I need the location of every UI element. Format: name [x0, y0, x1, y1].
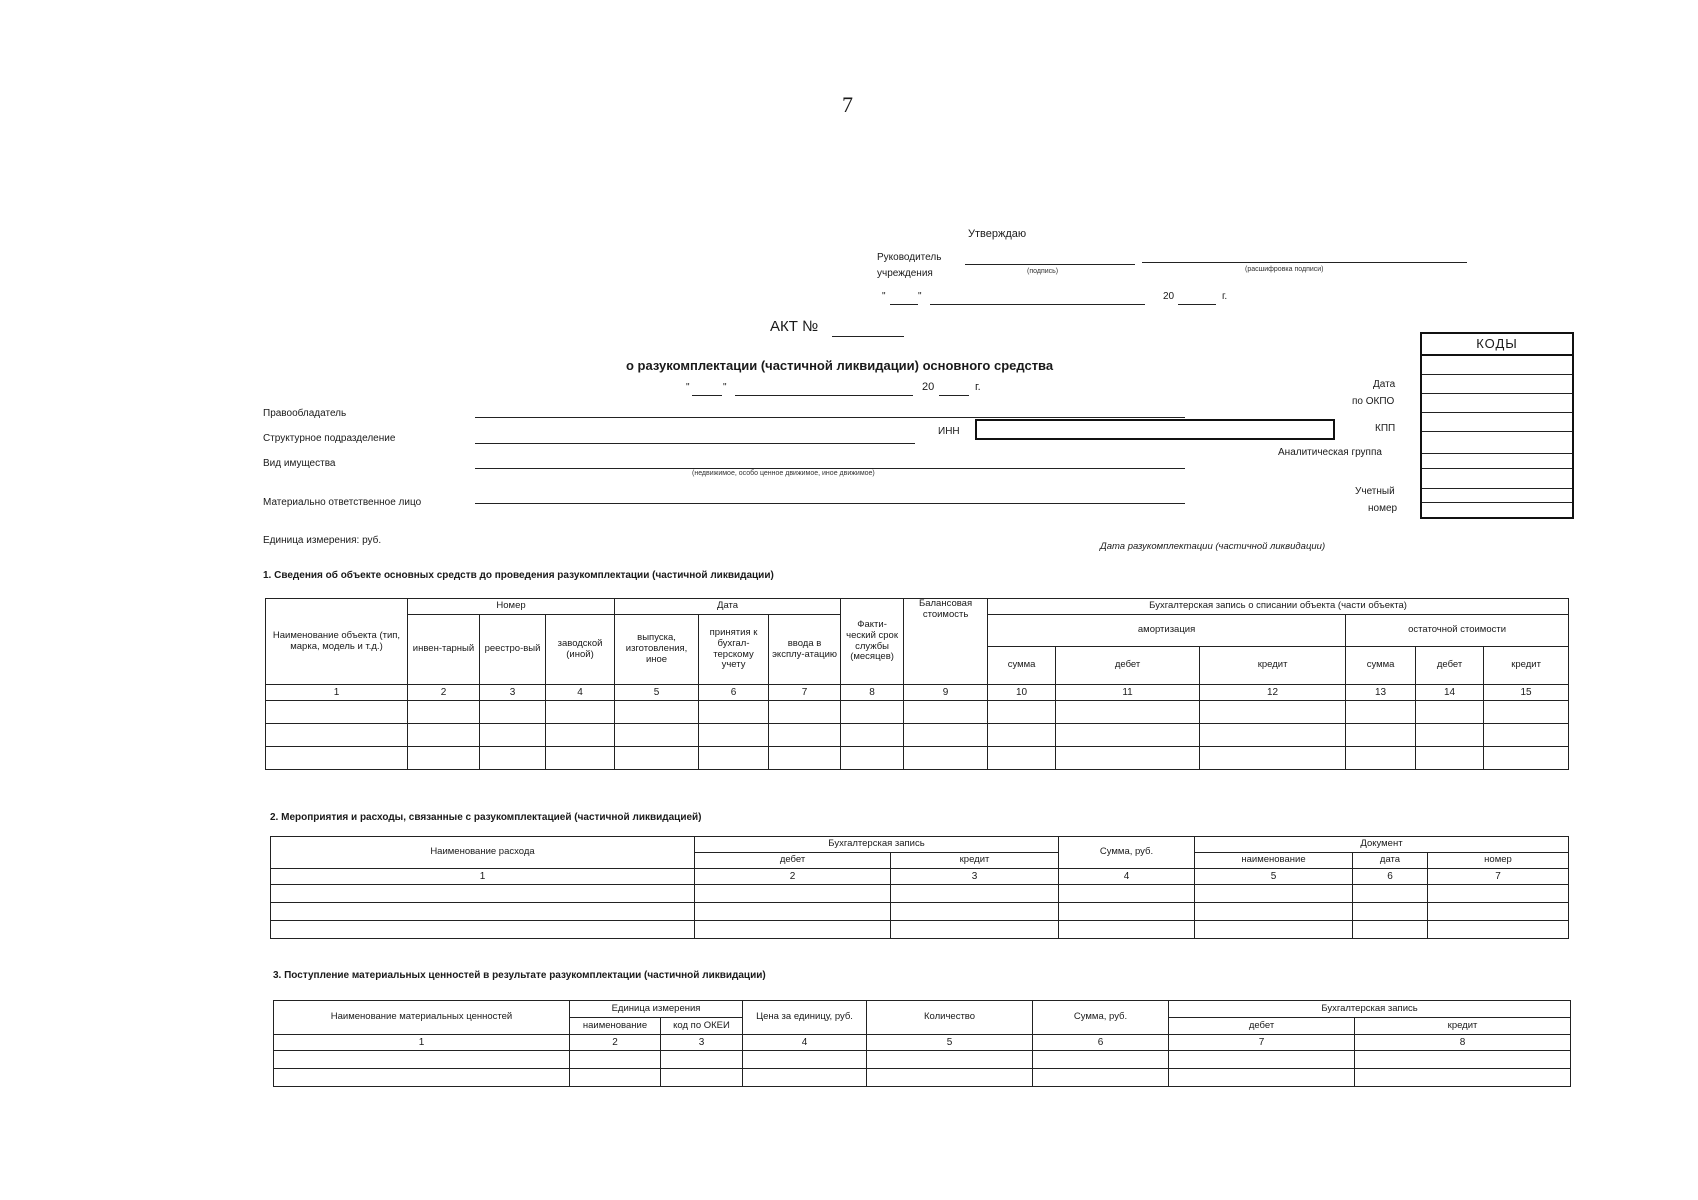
s3-head-unit: Единица измерения — [570, 1001, 743, 1018]
s1-num: 10 — [988, 685, 1056, 701]
section2-table — [270, 836, 1569, 939]
approval-year-prefix: 20 — [1163, 291, 1175, 302]
s3-num: 6 — [1033, 1035, 1169, 1051]
table-row[interactable] — [266, 747, 1569, 770]
act-quote-close: " — [723, 382, 727, 393]
s2-head-doc-date: дата — [1353, 853, 1428, 869]
s1-num: 11 — [1056, 685, 1200, 701]
page-number: 7 — [842, 92, 853, 117]
act-day-line[interactable] — [692, 395, 722, 396]
property-type-line[interactable] — [475, 468, 1185, 469]
s3-num: 7 — [1169, 1035, 1355, 1051]
s1-num: 14 — [1416, 685, 1484, 701]
s1-head-accounting: Бухгалтерская запись о списании объекта (части объекта) — [988, 599, 1569, 615]
code-cell-liquidation-date[interactable] — [1422, 489, 1572, 503]
codes-date-label: Дата — [1373, 379, 1396, 390]
s1-num: 9 — [904, 685, 988, 701]
s3-num: 3 — [661, 1035, 743, 1051]
s1-head-residual: остаточной стоимости — [1346, 615, 1569, 647]
codes-okpo-label: по ОКПО — [1352, 396, 1395, 407]
responsible-label: Материально ответственное лицо — [263, 497, 422, 508]
s1-head-res-credit: кредит — [1484, 647, 1569, 685]
head-label-2: учреждения — [877, 268, 933, 279]
approval-year-suffix: г. — [1222, 291, 1228, 302]
s1-head-inventory: инвен-тарный — [408, 615, 480, 685]
s3-num: 8 — [1355, 1035, 1571, 1051]
table-row[interactable] — [274, 1051, 1571, 1069]
section3-number-row — [274, 1035, 1571, 1051]
s1-num: 3 — [480, 685, 546, 701]
section2-header-row-1 — [271, 837, 1569, 853]
inn-label: ИНН — [938, 426, 960, 437]
section3-header-row-1 — [274, 1001, 1571, 1018]
approval-year-line[interactable] — [1178, 304, 1216, 305]
s2-head-document: Документ — [1195, 837, 1569, 853]
s2-head-doc-number: номер — [1428, 853, 1569, 869]
s3-head-quantity: Количество — [867, 1001, 1033, 1035]
s1-head-res-debit: дебет — [1416, 647, 1484, 685]
s2-head-credit: кредит — [891, 853, 1059, 869]
s2-num: 5 — [1195, 869, 1353, 885]
s1-num: 7 — [769, 685, 841, 701]
code-cell-extra[interactable] — [1422, 454, 1572, 469]
code-cell-account-number[interactable] — [1422, 469, 1572, 489]
code-cell-kpp[interactable] — [1422, 413, 1572, 432]
codes-account-label-2: номер — [1368, 503, 1398, 514]
table-row[interactable] — [271, 885, 1569, 903]
s1-head-release: выпуска, изготовления, иное — [615, 615, 699, 685]
act-year-prefix: 20 — [922, 381, 935, 393]
s2-head-debit: дебет — [695, 853, 891, 869]
s2-head-doc-name: наименование — [1195, 853, 1353, 869]
s2-num: 3 — [891, 869, 1059, 885]
s2-num: 1 — [271, 869, 695, 885]
s1-num: 2 — [408, 685, 480, 701]
section2-number-row — [271, 869, 1569, 885]
s3-head-material: Наименование материальных ценностей — [274, 1001, 570, 1035]
codes-analytic-label: Аналитическая группа — [1278, 447, 1382, 458]
owner-label: Правообладатель — [263, 408, 347, 419]
s1-head-amort-credit: кредит — [1200, 647, 1346, 685]
code-cell-okpo[interactable] — [1422, 394, 1572, 413]
division-line[interactable] — [475, 443, 915, 444]
act-quote-open: " — [686, 382, 690, 393]
s1-head-factory: заводской (иной) — [546, 615, 615, 685]
s1-num: 4 — [546, 685, 615, 701]
codes-account-label-1: Учетный — [1355, 486, 1395, 497]
s3-head-price: Цена за единицу, руб. — [743, 1001, 867, 1035]
signature-hint: (подпись) — [1027, 268, 1059, 275]
s3-num: 1 — [274, 1035, 570, 1051]
s3-head-debit: дебет — [1169, 1018, 1355, 1035]
approval-month-line[interactable] — [930, 304, 1145, 305]
s3-num: 4 — [743, 1035, 867, 1051]
s1-num: 1 — [266, 685, 408, 701]
s1-head-commission: ввода в эксплу-атацию — [769, 615, 841, 685]
code-cell-form[interactable] — [1422, 356, 1572, 375]
s2-head-accounting: Бухгалтерская запись — [695, 837, 1059, 853]
codes-box — [1420, 332, 1574, 519]
approval-quote-open: " — [882, 291, 886, 302]
code-cell-analytic-group[interactable] — [1422, 432, 1572, 454]
section3-title: 3. Поступление материальных ценностей в результате разукомплектации (частичной ликвидации) — [273, 970, 766, 981]
unit-label: Единица измерения: руб. — [263, 535, 382, 546]
table-row[interactable] — [271, 921, 1569, 939]
code-cell-last[interactable] — [1422, 503, 1572, 517]
s3-num: 5 — [867, 1035, 1033, 1051]
s1-head-number: Номер — [408, 599, 615, 615]
section3-table — [273, 1000, 1571, 1087]
s2-num: 4 — [1059, 869, 1195, 885]
table-row[interactable] — [271, 903, 1569, 921]
act-year-line[interactable] — [939, 395, 969, 396]
s3-num: 2 — [570, 1035, 661, 1051]
codes-kpp-label: КПП — [1375, 423, 1396, 434]
s3-head-sum: Сумма, руб. — [1033, 1001, 1169, 1035]
s1-head-service: Факти-ческий срок службы (месяцев) — [841, 599, 904, 685]
division-label: Структурное подразделение — [263, 433, 396, 444]
act-title: АКТ № — [770, 318, 819, 335]
s1-head-amortization: амортизация — [988, 615, 1346, 647]
s1-head-name: Наименование объекта (тип, марка, модель и т.д.) — [266, 599, 408, 685]
s1-num: 8 — [841, 685, 904, 701]
property-type-hint: (недвижимое, особо ценное движимое, иное движимое) — [692, 470, 875, 477]
s1-num: 15 — [1484, 685, 1569, 701]
s3-head-unit-name: наименование — [570, 1018, 661, 1035]
codes-header: КОДЫ — [1422, 334, 1572, 356]
s3-head-credit: кредит — [1355, 1018, 1571, 1035]
s1-head-amort-debit: дебет — [1056, 647, 1200, 685]
act-subtitle: о разукомплектации (частичной ликвидации) основного средства — [626, 358, 1054, 373]
table-row[interactable] — [266, 724, 1569, 747]
s3-head-accounting: Бухгалтерская запись — [1169, 1001, 1571, 1018]
approval-title: Утверждаю — [968, 228, 1027, 240]
section1-header-row-1 — [266, 599, 1569, 615]
approval-day-line[interactable] — [890, 304, 918, 305]
decoding-hint: (расшифровка подписи) — [1245, 266, 1324, 273]
section1-number-row — [266, 685, 1569, 701]
act-year-suffix: г. — [975, 381, 981, 393]
decoding-line[interactable] — [1142, 262, 1467, 263]
section1-table — [265, 598, 1569, 770]
s2-num: 7 — [1428, 869, 1569, 885]
s1-head-balance: Балансовая стоимость — [904, 599, 988, 685]
s1-head-date: Дата — [615, 599, 841, 615]
table-row[interactable] — [274, 1069, 1571, 1087]
code-cell-date[interactable] — [1422, 375, 1572, 394]
s1-num: 6 — [699, 685, 769, 701]
s1-head-accept: принятия к бухгал-терскому учету — [699, 615, 769, 685]
s1-head-registry: реестро-вый — [480, 615, 546, 685]
s3-head-okei: код по ОКЕИ — [661, 1018, 743, 1035]
s1-head-res-sum: сумма — [1346, 647, 1416, 685]
s2-head-sum: Сумма, руб. — [1059, 837, 1195, 869]
property-type-label: Вид имущества — [263, 458, 336, 469]
inn-field[interactable] — [975, 419, 1335, 440]
s1-num: 12 — [1200, 685, 1346, 701]
s1-num: 13 — [1346, 685, 1416, 701]
section2-title: 2. Мероприятия и расходы, связанные с разукомплектацией (частичной ликвидацией) — [270, 812, 702, 823]
responsible-line[interactable] — [475, 503, 1185, 504]
head-label-1: Руководитель — [877, 252, 942, 263]
act-number-line[interactable] — [832, 336, 904, 337]
owner-line[interactable] — [475, 417, 1185, 418]
approval-quote-close: " — [918, 291, 922, 302]
section1-title: 1. Сведения об объекте основных средств до проведения разукомплектации (частичной ликвидации) — [263, 570, 774, 581]
table-row[interactable] — [266, 701, 1569, 724]
act-month-line[interactable] — [735, 395, 913, 396]
s2-num: 6 — [1353, 869, 1428, 885]
liquidation-date-label: Дата разукомплектации (частичной ликвидации) — [1100, 541, 1326, 552]
s1-num: 5 — [615, 685, 699, 701]
s1-head-amort-sum: сумма — [988, 647, 1056, 685]
signature-line[interactable] — [965, 264, 1135, 265]
s2-head-expense: Наименование расхода — [271, 837, 695, 869]
s2-num: 2 — [695, 869, 891, 885]
